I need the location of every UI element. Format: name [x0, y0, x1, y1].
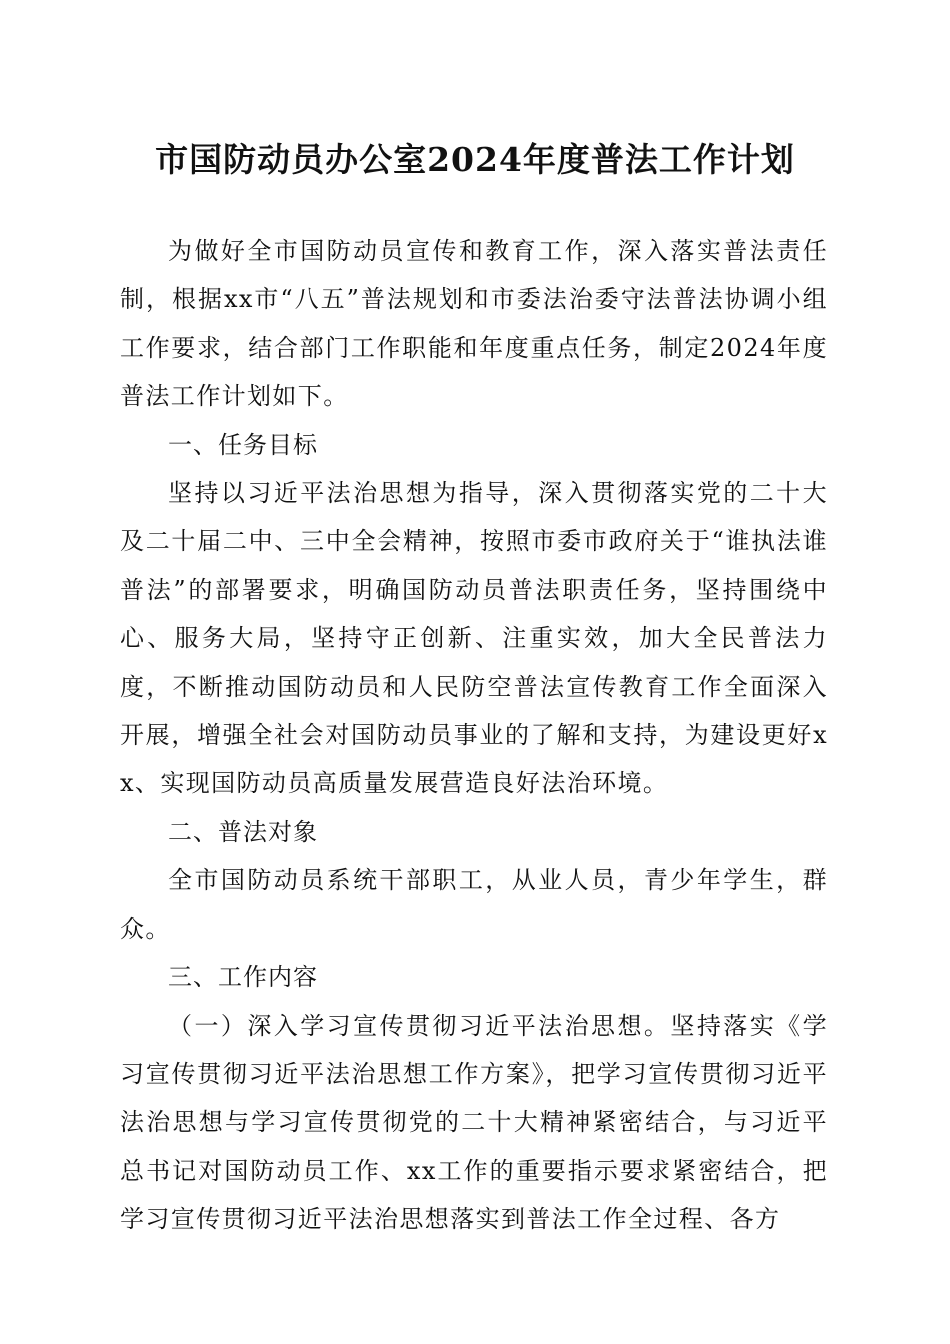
section-paragraph-goals: 坚持以习近平法治思想为指导，深入贯彻落实党的二十大及二十届二中、三中全会精神，按照市委市政府关于“谁执法谁普法”的部署要求，明确国防动员普法职责任务，坚持围绕中心、服务大局，坚持守正创新、注重实效，加大全民普法力度，不断推动国防动员和人民防空普法宣传教育工作全面深入开展，增强全社会对国防动员事业的了解和支持，为建设更好xx、实现国防动员高质量发展营造良好法治环境。 [120, 479, 828, 798]
section-paragraph-audience: 全市国防动员系统干部职工，从业人员，青少年学生，群众。 [120, 866, 828, 943]
section-heading-audience: 二、普法对象 [168, 817, 318, 846]
subsection-text-1: 坚持落实《学习宣传贯彻习近平法治思想工作方案》，把学习宣传贯彻习近平法治思想与学习宣传贯彻党的二十大精神紧密结合，与习近平总书记对国防动员工作、xx工作的重要指示要求紧密结合，把学习宣传贯彻习近平法治思想落实到普法工作全过程、各方 [120, 1011, 828, 1234]
subsection-lead-1: （一）深入学习宣传贯彻习近平法治思想。 [168, 1011, 671, 1040]
section-heading-goals: 一、任务目标 [168, 430, 318, 459]
intro-paragraph: 为做好全市国防动员宣传和教育工作，深入落实普法责任制，根据xx市“八五”普法规划和市委法治委守法普法协调小组工作要求，结合部门工作职能和年度重点任务，制定2024年度普法工作计划如下。 [120, 237, 828, 411]
document-body [120, 227, 828, 1244]
document-title: 市国防动员办公室2024年度普法工作计划 [155, 140, 795, 179]
section-heading-content: 三、工作内容 [168, 963, 318, 992]
subsection-paragraph-1 [120, 1002, 828, 1244]
